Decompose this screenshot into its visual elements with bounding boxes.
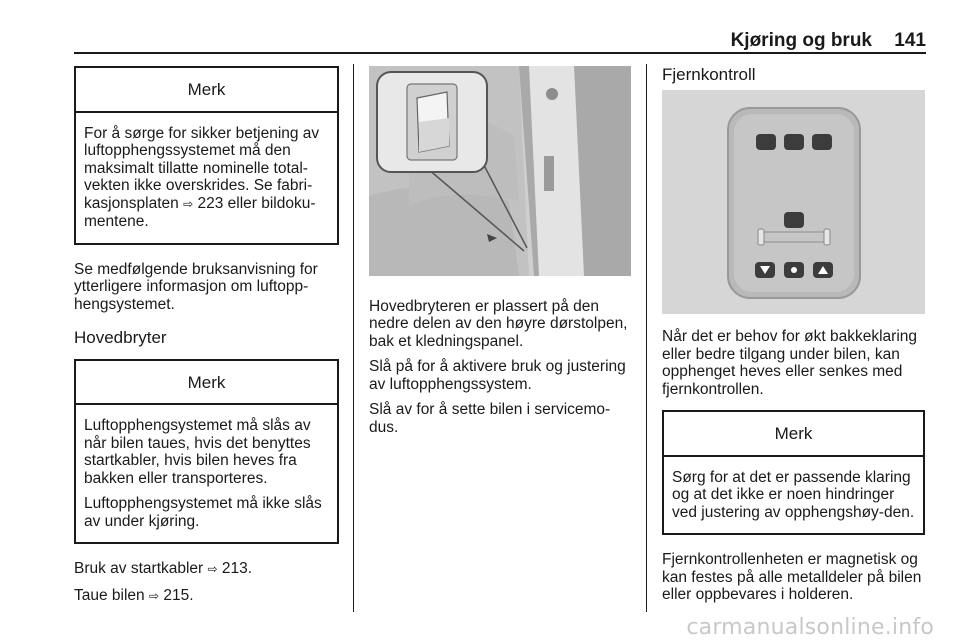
remote-preset-2-button bbox=[784, 134, 804, 150]
page-header-title: Kjøring og bruk bbox=[730, 30, 872, 51]
column-divider-left bbox=[353, 64, 354, 612]
note-text: Luftopphengsystemet må ikke slås av under kjøring. bbox=[84, 495, 322, 530]
header-rule bbox=[74, 52, 926, 54]
note-title: Merk bbox=[76, 361, 337, 406]
paragraph-switch-on: Slå på for å aktivere bruk og justering av luftopphengssystem. bbox=[369, 358, 626, 393]
paragraph-manual-reference: Se medfølgende bruksanvisning for ytterligere informasjon om luftopp-hengsystemet. bbox=[74, 260, 318, 313]
remote-preset-1-button bbox=[756, 134, 776, 150]
note-body bbox=[76, 405, 337, 542]
note-title: Merk bbox=[664, 412, 923, 457]
page-reference-link[interactable]: 223 bbox=[197, 194, 224, 212]
note-text: Luftopphengsystemet må slås av når bilen taues, hvis det benyttes startkabler, hvis bilen heves fra bakken eller transporteres. bbox=[84, 417, 311, 487]
reference-arrow-icon: ⇨ bbox=[148, 588, 160, 603]
section-heading-remote-control: Fjernkontroll bbox=[662, 65, 756, 84]
main-switch-illustration bbox=[369, 66, 631, 276]
note-box-load bbox=[74, 66, 339, 245]
stop-icon bbox=[791, 267, 797, 273]
column-divider-right bbox=[646, 64, 647, 612]
paragraph-remote-usage: Når det er behov for økt bakkeklaring eller bedre tilgang under bilen, kan opphenget heves eller senkes med fjernkontrollen. bbox=[662, 328, 918, 398]
paragraph-remote-magnetic: Fjernkontrollenheten er magnetisk og kan festes på alle metalldeler på bilen eller oppbevares i holderen. bbox=[662, 551, 922, 603]
note-body bbox=[76, 113, 337, 243]
note-text: For å sørge for sikker betjening av luftopphengssystemet må den maksimalt tillatte nominelle total-vekten ikke overskrides. Se fabri-kasjonsplaten ⇨ 223 eller bildoku-mentene. bbox=[84, 124, 320, 230]
column-3 bbox=[662, 66, 925, 612]
watermark-text: carmanualsonline.info bbox=[686, 615, 934, 640]
column-2 bbox=[369, 66, 634, 444]
note-box-clearance bbox=[662, 410, 925, 535]
remote-function-button bbox=[784, 212, 804, 228]
remote-control-illustration bbox=[662, 90, 925, 314]
cross-reference-jump-start: Bruk av startkabler ⇨ 213. bbox=[74, 560, 253, 577]
remote-preset-3-button bbox=[812, 134, 832, 150]
reference-arrow-icon: ⇨ bbox=[207, 562, 218, 576]
note-body bbox=[664, 457, 923, 534]
paragraph-switch-location: Hovedbryteren er plassert på den nedre delen av den høyre dørstolpen, bak et kledningspanel. bbox=[369, 297, 628, 350]
note-box-switch-off bbox=[74, 359, 339, 545]
page-number: 141 bbox=[894, 30, 926, 51]
cross-reference-towing: Taue bilen ⇨ 215. bbox=[74, 586, 194, 604]
column-1 bbox=[74, 66, 339, 613]
reference-arrow-icon: ⇨ bbox=[183, 196, 194, 211]
note-text: Sørg for at det er passende klaring og at det ikke er noen hindringer ved justering av opphengshøy-den. bbox=[672, 468, 915, 521]
page-reference-link[interactable]: 215 bbox=[163, 586, 190, 604]
paragraph-switch-off: Slå av for å sette bilen i servicemo-dus. bbox=[369, 401, 611, 436]
note-title: Merk bbox=[76, 68, 337, 113]
page-reference-link[interactable]: 213 bbox=[221, 560, 248, 577]
section-heading-main-switch: Hovedbryter bbox=[74, 328, 167, 347]
